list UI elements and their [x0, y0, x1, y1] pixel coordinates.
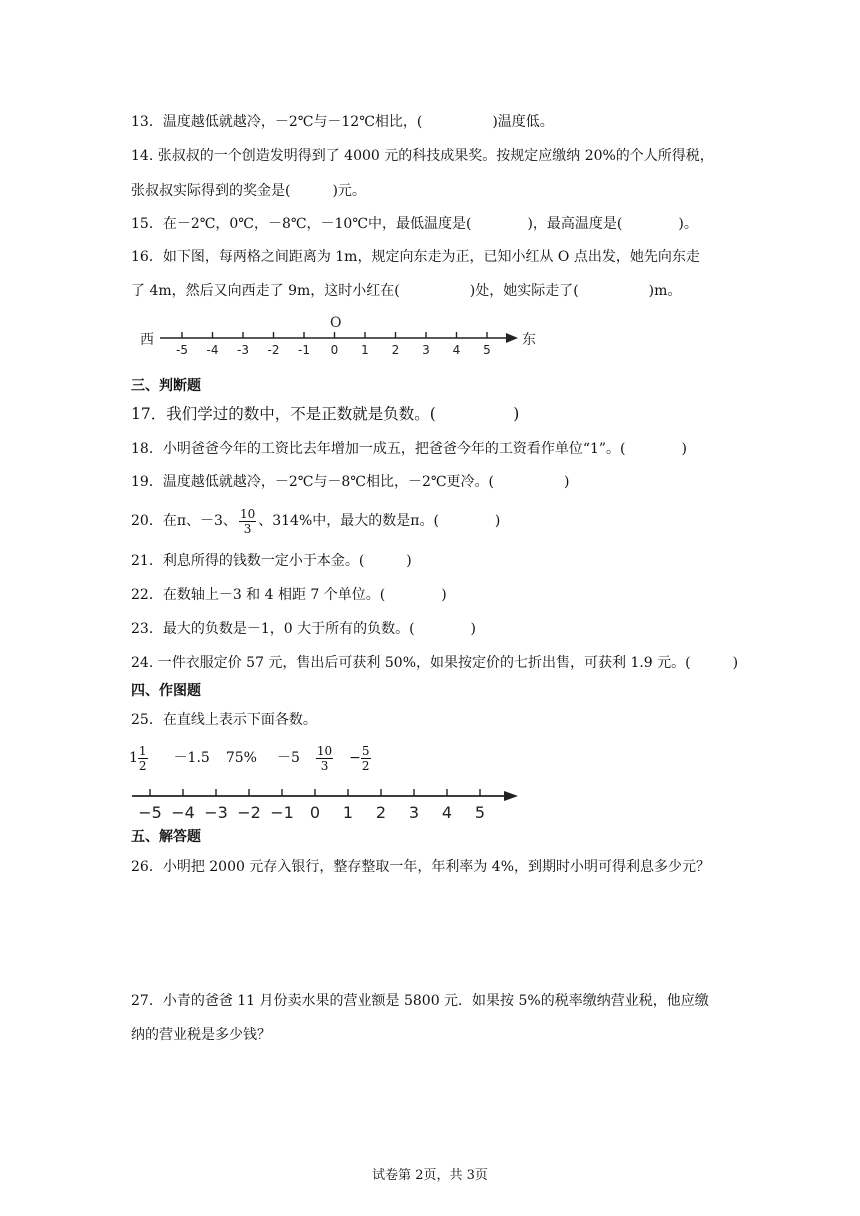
q25-number-75-percent: 75%	[225, 750, 257, 766]
q25-tick-label-7: 2	[375, 803, 387, 822]
q25-tick-label-9: 4	[441, 803, 453, 822]
question-17: 17．我们学过的数中，不是正数就是负数。( )	[131, 405, 520, 423]
q25-number-line	[128, 784, 528, 824]
q16-tick-label-5: 0	[330, 343, 339, 357]
q16-tick-label-6: 1	[361, 343, 369, 357]
q20-prefix: 20．在π、－3、	[131, 513, 237, 529]
question-14-line-2: 张叔叔实际得到的奖金是( )元。	[131, 183, 366, 199]
q25-fraction-5-2	[361, 744, 371, 773]
q25-tick-label-0: −5	[138, 803, 162, 822]
question-13: 13．温度越低就越冷，－2℃与－12℃相比，( )温度低。	[131, 114, 554, 130]
q16-tick-label-0: -5	[176, 343, 188, 357]
q25-tick-label-5: 0	[309, 803, 321, 822]
question-15: 15．在－2℃，0℃，－8℃，－10℃中，最低温度是( )，最高温度是( )。	[131, 216, 698, 232]
q16-tick-label-9: 4	[452, 343, 461, 357]
q16-tick-label-7: 2	[391, 343, 400, 357]
section-heading-answers: 五、解答题	[131, 829, 201, 845]
q16-tick-label-2: -3	[237, 343, 249, 357]
question-20	[131, 501, 500, 541]
east-label: 东	[522, 332, 536, 348]
q25-tick-label-3: −2	[237, 803, 261, 822]
west-label: 西	[140, 332, 154, 348]
q20-fraction-denominator: 3	[243, 521, 252, 536]
q25-tick-label-6: 1	[342, 803, 354, 822]
q25-mixed-fraction	[138, 744, 148, 773]
question-18: 18．小明爸爸今年的工资比去年增加一成五，把爸爸今年的工资看作单位“1”。( )	[131, 441, 687, 457]
section-heading-drawing: 四、作图题	[131, 683, 201, 699]
q25-tick-label-8: 3	[408, 803, 420, 822]
question-27-line-1: 27．小青的爸爸 11 月份卖水果的营业额是 5800 元．如果按 5%的税率缴纳营业税，他应缴	[131, 993, 709, 1009]
q25-number-list	[129, 738, 373, 778]
q25-tick-label-1: −4	[171, 803, 195, 822]
question-27-line-2: 纳的营业税是多少钱？	[131, 1027, 271, 1043]
q20-fraction	[239, 507, 256, 536]
q25-mixed-numerator: 1	[138, 743, 147, 758]
question-26: 26．小明把 2000 元存入银行，整存整取一年，年利率为 4%，到期时小明可得利息多少元？	[131, 859, 711, 875]
q20-suffix: 、314%中，最大的数是π。( )	[258, 513, 501, 529]
question-21: 21．利息所得的钱数一定小于本金。( )	[131, 553, 412, 569]
origin-label: O	[330, 315, 342, 331]
question-16-line-1: 16．如下图，每两格之间距离为 1m，规定向东走为正，已知小红从 O 点出发，她先向东走	[131, 249, 700, 265]
q25-fraction-5-2-denominator: 2	[361, 758, 370, 773]
question-19: 19．温度越低就越冷，－2℃与－8℃相比，－2℃更冷。( )	[131, 474, 570, 490]
q25-negative-sign: −	[349, 750, 361, 766]
page-footer: 试卷第 2页，共 3页	[372, 1168, 488, 1183]
q20-fraction-numerator: 10	[239, 506, 256, 521]
q25-tick-label-2: −3	[204, 803, 228, 822]
q25-fraction-10-3-denominator: 3	[320, 758, 329, 773]
question-14-line-1: 14. 张叔叔的一个创造发明得到了 4000 元的科技成果奖。按规定应缴纳 20%的个人所得税，	[131, 148, 714, 164]
q25-number-neg-1-5: －1.5	[173, 750, 210, 766]
q25-fraction-5-2-numerator: 5	[361, 743, 370, 758]
q16-tick-label-3: -2	[267, 343, 280, 357]
q16-tick-label-4: -1	[298, 343, 310, 357]
question-22: 22．在数轴上－3 和 4 相距 7 个单位。( )	[131, 587, 447, 603]
section-heading-judgement: 三、判断题	[131, 378, 201, 394]
q16-number-line	[136, 312, 556, 360]
q16-tick-label-10: 5	[483, 343, 491, 357]
q25-fraction-10-3	[316, 744, 333, 773]
q25-fraction-10-3-numerator: 10	[316, 743, 333, 758]
question-25: 25．在直线上表示下面各数。	[131, 712, 317, 728]
q16-tick-label-1: -4	[206, 343, 219, 357]
q25-mixed-whole: 1	[129, 750, 138, 766]
q25-number-neg-5: －5	[276, 750, 300, 766]
q25-tick-label-4: −1	[270, 803, 294, 822]
question-23: 23．最大的负数是－1，0 大于所有的负数。( )	[131, 621, 477, 637]
q16-tick-label-8: 3	[422, 343, 430, 357]
q25-mixed-denominator: 2	[138, 758, 147, 773]
q25-tick-label-10: 5	[474, 803, 486, 822]
question-16-line-2: 了 4m，然后又向西走了 9m，这时小红在( )处，她实际走了( )m。	[131, 283, 682, 299]
question-24: 24. 一件衣服定价 57 元，售出后可获利 50%，如果按定价的七折出售，可获利 1.9 元。( )	[131, 655, 739, 671]
